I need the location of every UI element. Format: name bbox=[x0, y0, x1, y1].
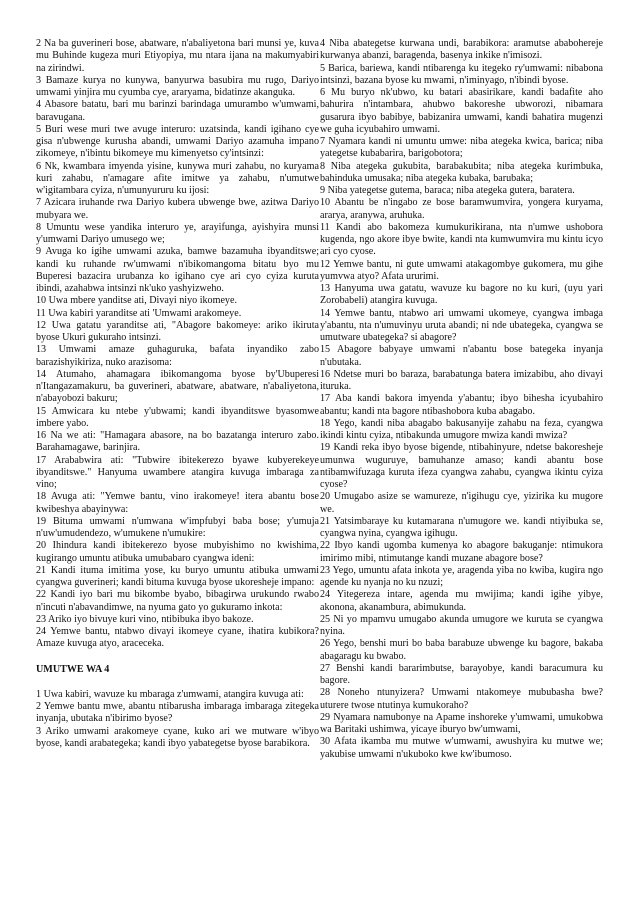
verse-paragraph: 19 Bituma umwami n'umwana w'impfubyi baba bose; y'umuja n'uw'umudendezo, w'umukene n'umukire: bbox=[36, 515, 319, 539]
verse-paragraph: 12 Uwa gatatu yaranditse ati, "Abagore bakomeye: ariko ikiruta byose Ukuri gukuraho intsinzi. bbox=[36, 319, 319, 343]
verse-paragraph: 22 Ibyo kandi ugomba kumenya ko abagore bakuganje: ntimukora imirimo mibi, ntimutange kandi muzane abagore bose? bbox=[320, 540, 603, 564]
verse-paragraph: 11 Kandi abo bakomeza kumukurikirana, nta n'umwe ushobora kugenda, ngo akore ibye bwite, kandi nta kumwumvira mu kintu icyo ari cyo cyose. bbox=[320, 221, 603, 258]
verse-paragraph: 26 Yego, benshi muri bo baba barabuze ubwenge ku bagore, bakaba abagaragu ku bwabo. bbox=[320, 638, 603, 662]
verse-paragraph: 8 Umuntu wese yandika interuro ye, arayifunga, ayishyira munsi y'umwami Dariyo umusego we; bbox=[36, 221, 319, 245]
verse-paragraph: 24 Yitegereza intare, agenda mu mwijima; kandi igihe yibye, akonona, akanambura, abimukunda. bbox=[320, 589, 603, 613]
verse-paragraph: 18 Yego, kandi niba abagabo bakusanyije zahabu na feza, cyangwa ikindi kintu cyiza, ntibakunda umugore mwiza kandi mwiza? bbox=[320, 417, 603, 441]
verse-paragraph: 20 Ihindura kandi ibitekerezo byose mubyishimo no kwishima, kugirango umuntu atibuka umubabaro cyangwa ideni: bbox=[36, 540, 319, 564]
verse-paragraph: 1 Uwa kabiri, wavuze ku mbaraga z'umwami, atangira kuvuga ati: bbox=[36, 688, 304, 700]
chapter-heading: UMUTWE WA 4 bbox=[36, 663, 110, 675]
verse-paragraph: 24 Yemwe bantu, ntabwo divayi ikomeye cyane, ihatira kubikora? Amaze kuvuga atyo, araceceka. bbox=[36, 626, 319, 650]
verse-paragraph: 23 Ariko iyo bivuye kuri vino, ntibibuka ibyo bakoze. bbox=[36, 613, 254, 625]
verse-paragraph: 9 Niba yategetse gutema, baraca; niba ategeka gutera, baratera. bbox=[320, 185, 575, 196]
verse-paragraph: 28 Noneho ntunyizera? Umwami ntakomeye mububasha bwe? uturere twose ntutinya kumukoraho? bbox=[320, 687, 603, 711]
verse-paragraph: 15 Amwicara ku ntebe y'ubwami; kandi ibyanditswe byasomwe imbere yabo. bbox=[36, 405, 319, 429]
verse-paragraph: 30 Afata ikamba mu mutwe w'umwami, awushyira ku mutwe we; yakubise umwami n'ukuboko kwe kw'ibumoso. bbox=[320, 736, 603, 760]
verse-paragraph: 7 Azicara iruhande rwa Dariyo kubera ubwenge bwe, azitwa Dariyo mubyara we. bbox=[36, 197, 319, 221]
verse-paragraph: 23 Yego, umuntu afata inkota ye, aragenda yiba no kwiba, kugira ngo agende ku nyanja no ku nzuzi; bbox=[320, 564, 603, 588]
left-column bbox=[36, 38, 319, 888]
verse-paragraph: 25 Ni yo mpamvu umugabo akunda umugore we kuruta se cyangwa nyina. bbox=[320, 613, 603, 637]
verse-paragraph: 29 Nyamara namubonye na Apame inshoreke y'umwami, umukobwa wa Baritaki ushimwa, yicaye iburyo bw'umwami, bbox=[320, 711, 603, 735]
verse-paragraph: 6 Mu buryo nk'ubwo, ku batari abasirikare, kandi badafite aho bahurira n'intambara, ahubwo bakoreshe ubworozi, nibamara gusarura ibyo babibye, babizanira umwami, kandi bahatira mugenzi we guha icyubahiro umwami. bbox=[320, 87, 603, 135]
verse-paragraph: 16 Na we ati: "Hamagara abasore, na bo bazatanga interuro zabo. Barahamagawe, barinjira. bbox=[36, 430, 319, 454]
verse-paragraph: 10 Uwa mbere yanditse ati, Divayi niyo ikomeye. bbox=[36, 295, 237, 307]
verse-paragraph: 17 Aba kandi bakora imyenda y'abantu; ibyo bihesha icyubahiro abantu; kandi nta bagore ntibashobora kuba abagabo. bbox=[320, 393, 603, 417]
verse-paragraph: 9 Avuga ko igihe umwami azuka, bamwe bazamuha ibyanditswe; kandi ku ruhande rw'umwami n'ibikomangoma bitatu byo mu Buperesi bazacira urubanza ko igihano cye ari cyo cyiza kuruta ibindi, azahabwa intsinzi nk'uko yashyizweho. bbox=[36, 246, 319, 294]
verse-paragraph: 11 Uwa kabiri yaranditse ati 'Umwami arakomeye. bbox=[36, 307, 242, 319]
verse-paragraph: 20 Umugabo asize se wamureze, n'igihugu cye, yizirika ku mugore we. bbox=[320, 491, 603, 515]
verse-paragraph: 18 Avuga ati: "Yemwe bantu, vino irakomeye! itera abantu bose kwibeshya abayinywa: bbox=[36, 491, 319, 515]
verse-paragraph: 17 Arababwira ati: "Tubwire ibitekerezo byawe kubyerekeye ibyanditswe." Hanyuma uwambere atangira kuvuga imbaraga za vino; bbox=[36, 454, 319, 490]
verse-paragraph: 15 Abagore babyaye umwami n'abantu bose bategeka inyanja n'ubutaka. bbox=[320, 344, 603, 368]
verse-paragraph: 8 Niba ategeka gukubita, barabakubita; niba ategeka kurimbuka, bahinduka umusaka; niba ategeka kubaka, barubaka; bbox=[320, 160, 603, 184]
verse-paragraph: 16 Ndetse muri bo baraza, barabatunga batera imizabibu, aho divayi ituruka. bbox=[320, 368, 603, 392]
verse-paragraph: 14 Atumaho, ahamagara ibikomangoma byose by'Ubuperesi n'Itangazamakuru, ba guverineri, abatware, abatware, n'abaliyetona, n'abayobozi bakuru; bbox=[36, 368, 319, 405]
verse-paragraph: 12 Yemwe bantu, ni gute umwami atakagombye gukomera, mu gihe yumvwa atyo? Afata ururimi. bbox=[320, 258, 603, 282]
verse-paragraph: 21 Yatsimbaraye ku kutamarana n'umugore we. kandi ntiyibuka se, cyangwa nyina, cyangwa igihugu. bbox=[320, 515, 603, 539]
verse-paragraph: 3 Ariko umwami arakomeye cyane, kuko ari we mutware w'ibyo byose, kandi arabategeka; kandi ibyo yabategetse byose barabikora. bbox=[36, 725, 319, 749]
verse-list-chapter-4-start bbox=[36, 689, 319, 750]
verse-paragraph: 21 Kandi ituma imitima yose, ku buryo umuntu atibuka umwami cyangwa guverineri; kandi bituma kuvuga byose ukoresheje impano: bbox=[36, 564, 319, 588]
verse-paragraph: 3 Bamaze kurya no kunywa, banyurwa basubira mu rugo, Dariyo umwami yinjira mu cyumba cye, araryama, bidatinze akanguka. bbox=[36, 74, 319, 98]
verse-paragraph: 13 Hanyuma uwa gatatu, wavuze ku bagore no ku kuri, (uyu yari Zorobabeli) atangira kuvuga. bbox=[320, 283, 603, 307]
verse-paragraph: 19 Kandi reka ibyo byose bigende, ntibahinyure, ndetse bakoresheje umunwa wuguruye, bamuhanze amaso; kandi abantu bose ntibamwifuzaga kuruta ifeza cyangwa zahabu, cyangwa ikintu cyiza cyose? bbox=[320, 442, 603, 490]
verse-paragraph: 2 Yemwe bantu mwe, abantu ntibarusha imbaraga imbaraga zitegeka inyanja, ubutaka n'ibirimo byose? bbox=[36, 701, 319, 725]
verse-list-chapter-3 bbox=[36, 38, 319, 651]
verse-paragraph: 5 Buri wese muri twe avuge interuro: uzatsinda, kandi igihano cye gisa n'ubwenge kurusha abandi, umwami Dariyo azamuha impano zikomeye, n'ibintu bikomeye mu kimenyetso cy'intsinzi: bbox=[36, 123, 319, 160]
verse-paragraph: 2 Na ba guverineri bose, abatware, n'abaliyetona bari munsi ye, kuva mu Buhinde kugeza muri Etiyopiya, mu ntara ijana na makumyabiri na zirindwi. bbox=[36, 38, 319, 74]
verse-paragraph: 4 Abasore batatu, bari mu barinzi barindaga umurambo w'umwami, baravugana. bbox=[36, 99, 319, 123]
verse-paragraph: 13 Umwami amaze guhaguruka, bafata inyandiko zabo barazishyikiriza, nuko arazisoma: bbox=[36, 344, 319, 368]
verse-paragraph: 7 Nyamara kandi ni umuntu umwe: niba ategeka kwica, barica; niba yategetse kubabarira, barigobotora; bbox=[320, 136, 603, 160]
verse-paragraph: 22 Kandi iyo bari mu bikombe byabo, bibagirwa urukundo rwabo n'incuti n'abavandimwe, na nyuma gato yo gukuramo inkota: bbox=[36, 589, 319, 613]
verse-paragraph: 10 Abantu be n'ingabo ze bose baramwumvira, yongera kuryama, ararya, aranywa, aruhuka. bbox=[320, 197, 603, 221]
verse-paragraph: 4 Niba abategetse kurwana undi, barabikora: aramutse ababohereje kurwanya abanzi, baragenda, basenya inkike n'imisozi. bbox=[320, 38, 603, 62]
right-column bbox=[320, 38, 603, 888]
document-page bbox=[36, 38, 603, 888]
verse-paragraph: 14 Yemwe bantu, ntabwo ari umwami ukomeye, cyangwa imbaga y'abantu, nta n'umuvinyu uruta abandi; ni nde ubategeka, cyangwa se umutware ubategeka? si abagore? bbox=[320, 307, 603, 343]
verse-paragraph: 5 Barica, bariewa, kandi ntibarenga ku itegeko ry'umwami: nibabona intsinzi, bazana byose ku mwami, n'iminyago, n'ibindi byose. bbox=[320, 62, 603, 86]
verse-list-chapter-4 bbox=[320, 38, 603, 761]
verse-paragraph: 27 Benshi kandi bararimbutse, barayobye, kandi baracumura ku bagore. bbox=[320, 662, 603, 686]
verse-paragraph: 6 Nk, kwambara imyenda yisine, kunywa muri zahabu, no kuryama kuri zahabu, n'amagare afite imitwe ya zahabu, n'umutwe w'igitambara cyiza, n'umunyururu ku ijosi: bbox=[36, 160, 319, 196]
